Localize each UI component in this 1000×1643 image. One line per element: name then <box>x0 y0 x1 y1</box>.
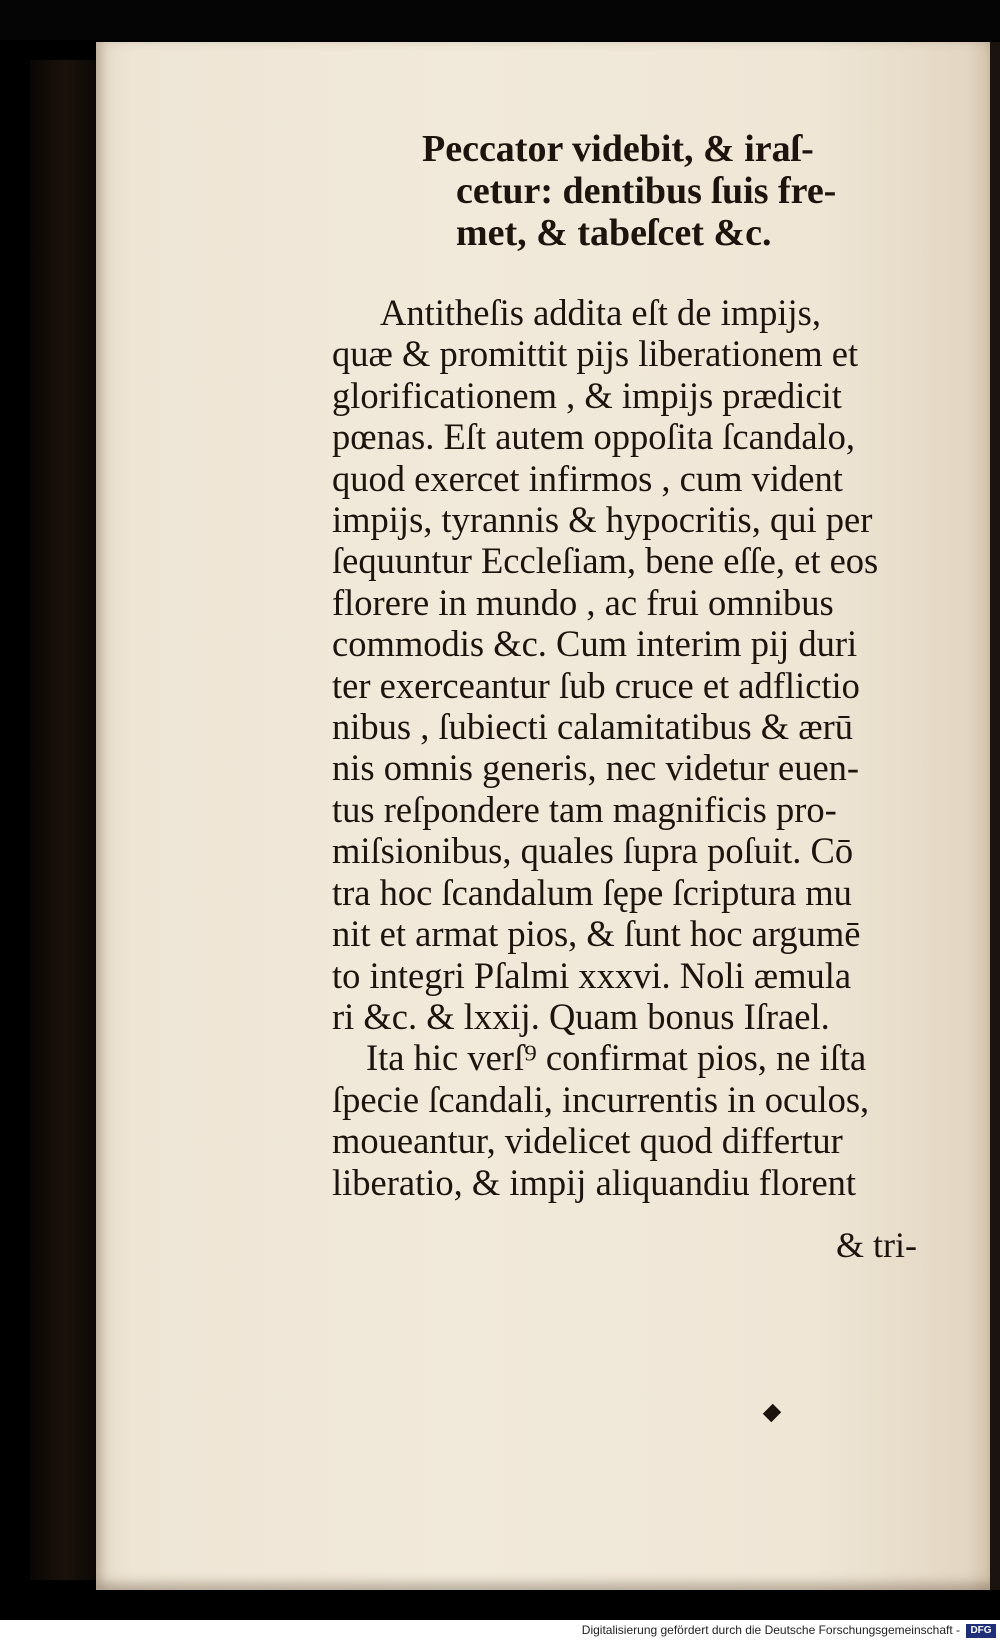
heading-line: met, & tabeſcet &c. <box>456 212 772 254</box>
text-line: nis omnis generis, nec videtur euen- <box>332 747 860 789</box>
text-line: florere in mundo , ac frui omnibus <box>332 581 834 623</box>
text-line: moueantur, videlicet quod differtur <box>332 1120 843 1162</box>
text-line: impijs, tyrannis & hypocritis, qui per <box>332 499 873 541</box>
text-line: tra hoc ſcandalum ſępe ſcriptura mu <box>332 871 852 913</box>
text-line: commodis &c. Cum interim pij duri <box>332 623 858 665</box>
text-line: tus reſpondere tam magnificis pro- <box>332 788 837 830</box>
page-edge <box>990 42 1000 1590</box>
text-line: ſequuntur Eccleſiam, bene eſſe, et eos <box>332 540 879 582</box>
commentary-body <box>332 292 952 1203</box>
text-line: pœnas. Eſt autem oppoſita ſcandalo, <box>332 416 856 458</box>
scan-background <box>0 0 1000 40</box>
verse-heading <box>422 128 952 254</box>
text-line: ri &c. & lxxij. Quam bonus Iſrael. <box>332 995 830 1037</box>
text-line: ſpecie ſcandali, incurrentis in oculos, <box>332 1078 870 1120</box>
text-line: Ita hic verſ⁹ confirmat pios, ne iſta <box>366 1037 867 1079</box>
catchword: & tri- <box>836 1225 917 1265</box>
digitization-footer <box>0 1620 1000 1643</box>
text-line: to integri Pſalmi xxxvi. Noli æmula <box>332 954 852 996</box>
text-line: Antitheſis addita eſt de impijs, <box>380 292 821 333</box>
text-line: miſsionibus, quales ſupra poſuit. Cō <box>332 830 854 872</box>
page-text <box>332 128 952 1203</box>
text-line: ter exerceantur ſub cruce et adflictio <box>332 664 860 706</box>
text-line: nibus , ſubiecti calamitatibus & ærū <box>332 706 854 748</box>
dfg-logo: DFG <box>966 1624 996 1638</box>
heading-line: Peccator videbit, & iraſ- <box>422 128 814 170</box>
binding-shadow <box>30 60 100 1580</box>
text-line: quod exercet infirmos , cum vident <box>332 457 843 499</box>
text-line: liberatio, & impij aliquandiu florent <box>332 1161 857 1203</box>
text-line: quæ & promittit pijs liberationem et <box>332 333 859 375</box>
heading-line: cetur: dentibus ſuis fre- <box>456 170 837 212</box>
footer-credit: Digitalisierung gefördert durch die Deutsche Forschungsgemeinschaft - <box>581 1623 960 1637</box>
text-line: nit et armat pios, & ſunt hoc argumē <box>332 913 861 955</box>
text-line: glorificationem , & impijs prædicit <box>332 374 842 416</box>
